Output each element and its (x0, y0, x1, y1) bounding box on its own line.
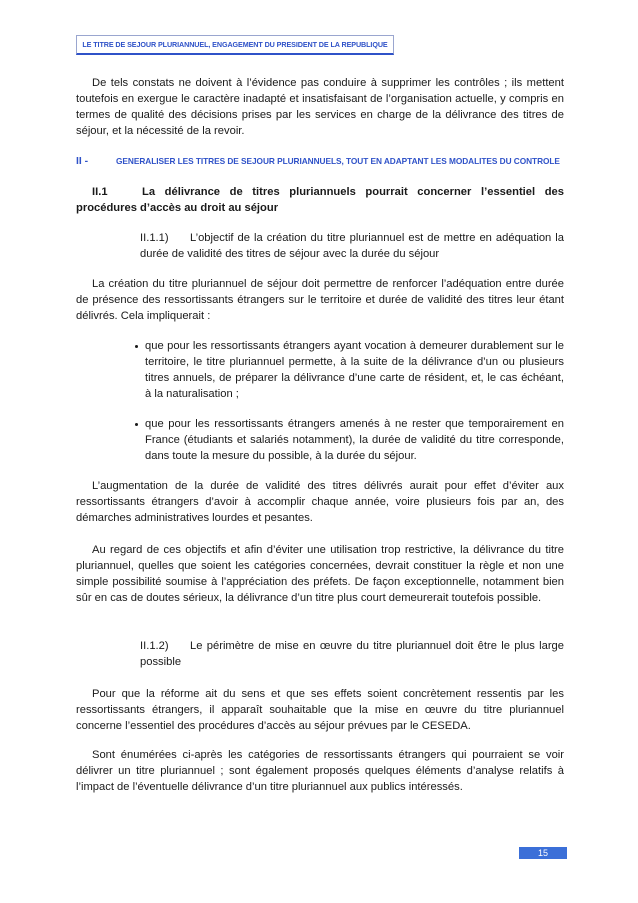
subsection-number: II.1 (92, 186, 108, 198)
paragraph-4: Pour que la réforme ait du sens et que ses effets soient concrètement ressentis par les ressortissants étrangers, il apparaît souhaitable que la mise en œuvre du titre pluriannuel concerne l’essentiel des procédures d’accès au séjour prévues par le CESEDA. (76, 688, 564, 732)
paragraph-3: Au regard de ces objectifs et afin d’éviter une utilisation trop restrictive, la délivrance du titre pluriannuel, quelles que soient les catégories concernées, devrait constituer la règle et non une simple possibilité soumise à l’appréciation des préfets. De façon exceptionnelle, notamment bien sûr en cas de doutes sérieux, la délivrance d’un titre plus court demeurerait toutefois possible. (76, 544, 564, 604)
subsubsection-title-2: Le périmètre de mise en œuvre du titre pluriannuel doit être le plus large possible (140, 640, 564, 668)
page-number-badge (519, 847, 567, 859)
running-header-title: LE TITRE DE SEJOUR PLURIANNUEL, ENGAGEMENT DU PRESIDENT DE LA REPUBLIQUE (82, 40, 388, 49)
paragraph-2: L’augmentation de la durée de validité des titres délivrés aurait pour effet d’éviter aux ressortissants étrangers d’avoir à accomplir chaque année, voire plusieurs fois par an, des démarches administratives lourdes et pesantes. (76, 480, 564, 524)
page-number: 15 (537, 848, 548, 858)
section-title: GENERALISER LES TITRES DE SEJOUR PLURIANNUELS, TOUT EN ADAPTANT LES MODALITES DU CONTROLE (116, 156, 560, 166)
section-heading (76, 156, 564, 167)
section-number: II - (76, 156, 89, 167)
subsubsection-number-1: II.1.1) (140, 232, 169, 244)
intro-paragraph: De tels constats ne doivent à l’évidence pas conduire à supprimer les contrôles ; ils mettent toutefois en exergue le caractère inadapté et insatisfaisant de l’organisation actuelle, y compris en termes de qualité des décisions prises par les services en charge de la délivrance des titres de séjour, et la nécessité de la revoir. (76, 77, 564, 137)
subsubsection-heading-2 (140, 638, 564, 670)
bullet-item-2: que pour les ressortissants étrangers amenés à ne rester que temporairement en France (étudiants et salariés notamment), la durée de validité du titre corresponde, dans toute la mesure du possible, à la durée du séjour. (145, 418, 564, 462)
paragraph-1: La création du titre pluriannuel de séjour doit permettre de renforcer l’adéquation entre durée de présence des ressortissants étrangers sur le territoire et durée de validité des titres leur étant délivrés. Cela impliquerait : (76, 278, 564, 322)
subsubsection-title-1: L’objectif de la création du titre pluriannuel est de mettre en adéquation la durée de validité des titres de séjour avec la durée du séjour (140, 232, 564, 260)
subsection-heading (76, 184, 564, 216)
paragraph-5: Sont énumérées ci-après les catégories de ressortissants étrangers qui pourraient se voir délivrer un titre pluriannuel ; sont également proposés quelques éléments d’analyse relatifs à l’impact de l’éventuelle délivrance d’un titre pluriannuel aux publics intéressés. (76, 749, 564, 793)
subsubsection-heading-1 (140, 230, 564, 262)
running-header (76, 35, 394, 55)
subsubsection-number-2: II.1.2) (140, 640, 169, 652)
subsection-title: La délivrance de titres pluriannuels pourrait concerner l’essentiel des procédures d’accès au droit au séjour (76, 186, 564, 214)
bullet-item-1: que pour les ressortissants étrangers ayant vocation à demeurer durablement sur le territoire, le titre pluriannuel permette, à la suite de la délivrance d’un ou plusieurs titres annuels, de préparer la délivrance d’une carte de résident, et, le cas échéant, à la naturalisation ; (145, 340, 564, 400)
